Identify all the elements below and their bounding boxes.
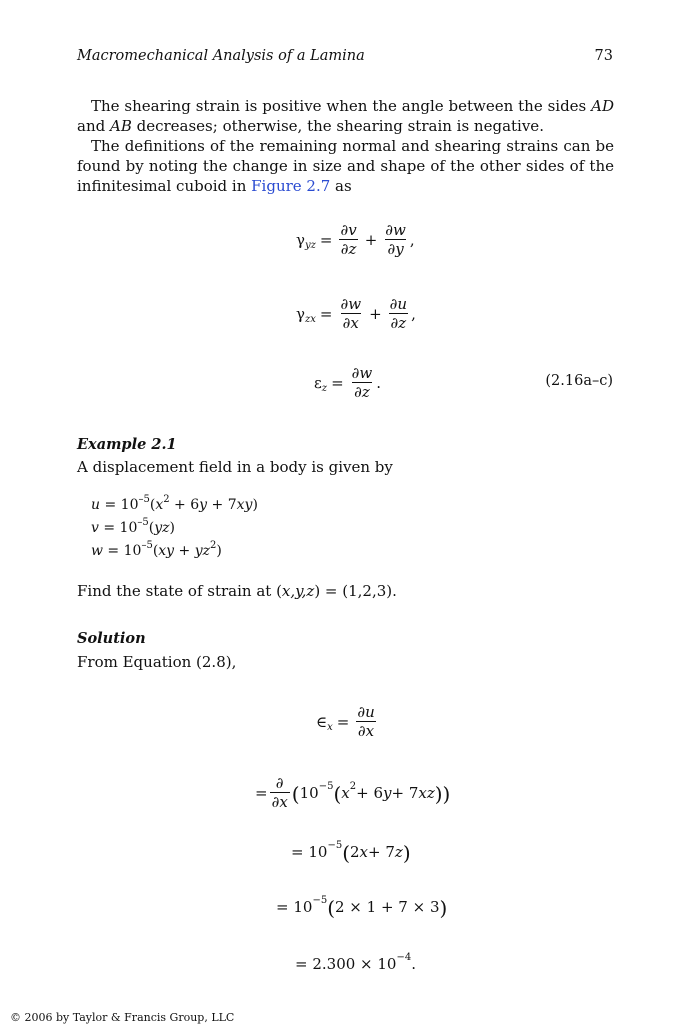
fraction: $\frac{\partial v}{\partial z}$ (340, 221, 357, 258)
equation-number: (2.16a–c) (545, 373, 613, 389)
copyright-footer: © 2006 by Taylor & Francis Group, LLC (10, 1011, 235, 1024)
fraction: $\frac{\partial}{\partial x}$ (271, 774, 288, 811)
solution-heading: Solution (77, 630, 146, 647)
equation-epsilon-x: ∈ x = $\frac{\partial u}{\partial x}$ (316, 703, 375, 740)
fraction: $\frac{\partial u}{\partial x}$ (357, 703, 375, 740)
example-statement: A displacement field in a body is given by (77, 458, 393, 476)
displacement-v: $v = 10^{-5}(yz)$ (91, 517, 175, 536)
fraction: $\frac{\partial u}{\partial z}$ (389, 295, 408, 332)
paragraph-shearing-sign: The shearing strain is positive when the angle between the sides AD and AB decreases; otherwise, the shearing strain is negative. (77, 97, 614, 135)
displacement-w: $w = 10^{-5}(xy + yz^2)$ (91, 540, 222, 559)
find-strain-statement: Find the state of strain at (x,y,z) = (1,2,3). (77, 582, 397, 600)
solution-step-2: = 10 −5 ( 2 x + 7 z ) (291, 839, 411, 865)
solution-result: = 2.300 × 10 −4 . (295, 951, 417, 973)
example-heading: Example 2.1 (77, 436, 177, 453)
running-title: Macromechanical Analysis of a Lamina (77, 48, 365, 64)
figure-link[interactable]: Figure 2.7 (251, 177, 331, 195)
solution-step-1: = $\frac{\partial}{\partial x}$ ( 10 −5 ( x 2 + 6 y + 7 xz )) (255, 774, 451, 811)
page-number: 73 (594, 48, 613, 64)
displacement-u: $u = 10^{-5}(x^2 + 6y + 7xy)$ (91, 494, 258, 513)
equation-gamma-zx: γ zx = $\frac{\partial w}{\partial x}$ + $\frac{\partial u}{\partial z}$ , (296, 295, 416, 332)
fraction: $\frac{\partial w}{\partial y}$ (385, 221, 406, 258)
fraction: $\frac{\partial w}{\partial z}$ (351, 364, 373, 401)
fraction: $\frac{\partial w}{\partial x}$ (340, 295, 362, 332)
equation-epsilon-z: ε z = $\frac{\partial w}{\partial z}$ . (314, 364, 382, 401)
intro-text (77, 96, 614, 196)
solution-reference: From Equation (2.8), (77, 653, 237, 671)
solution-step-3: = 10 −5 ( 2 × 1 + 7 × 3 ) (276, 894, 448, 920)
equation-gamma-yz: γ yz = $\frac{\partial v}{\partial z}$ + $\frac{\partial w}{\partial y}$ , (296, 221, 415, 258)
paragraph-definitions: The definitions of the remaining normal and shearing strains can be found by noting the change in size and shape of the other sides of the infinitesimal cuboid in Figure 2.7 as (77, 137, 614, 195)
